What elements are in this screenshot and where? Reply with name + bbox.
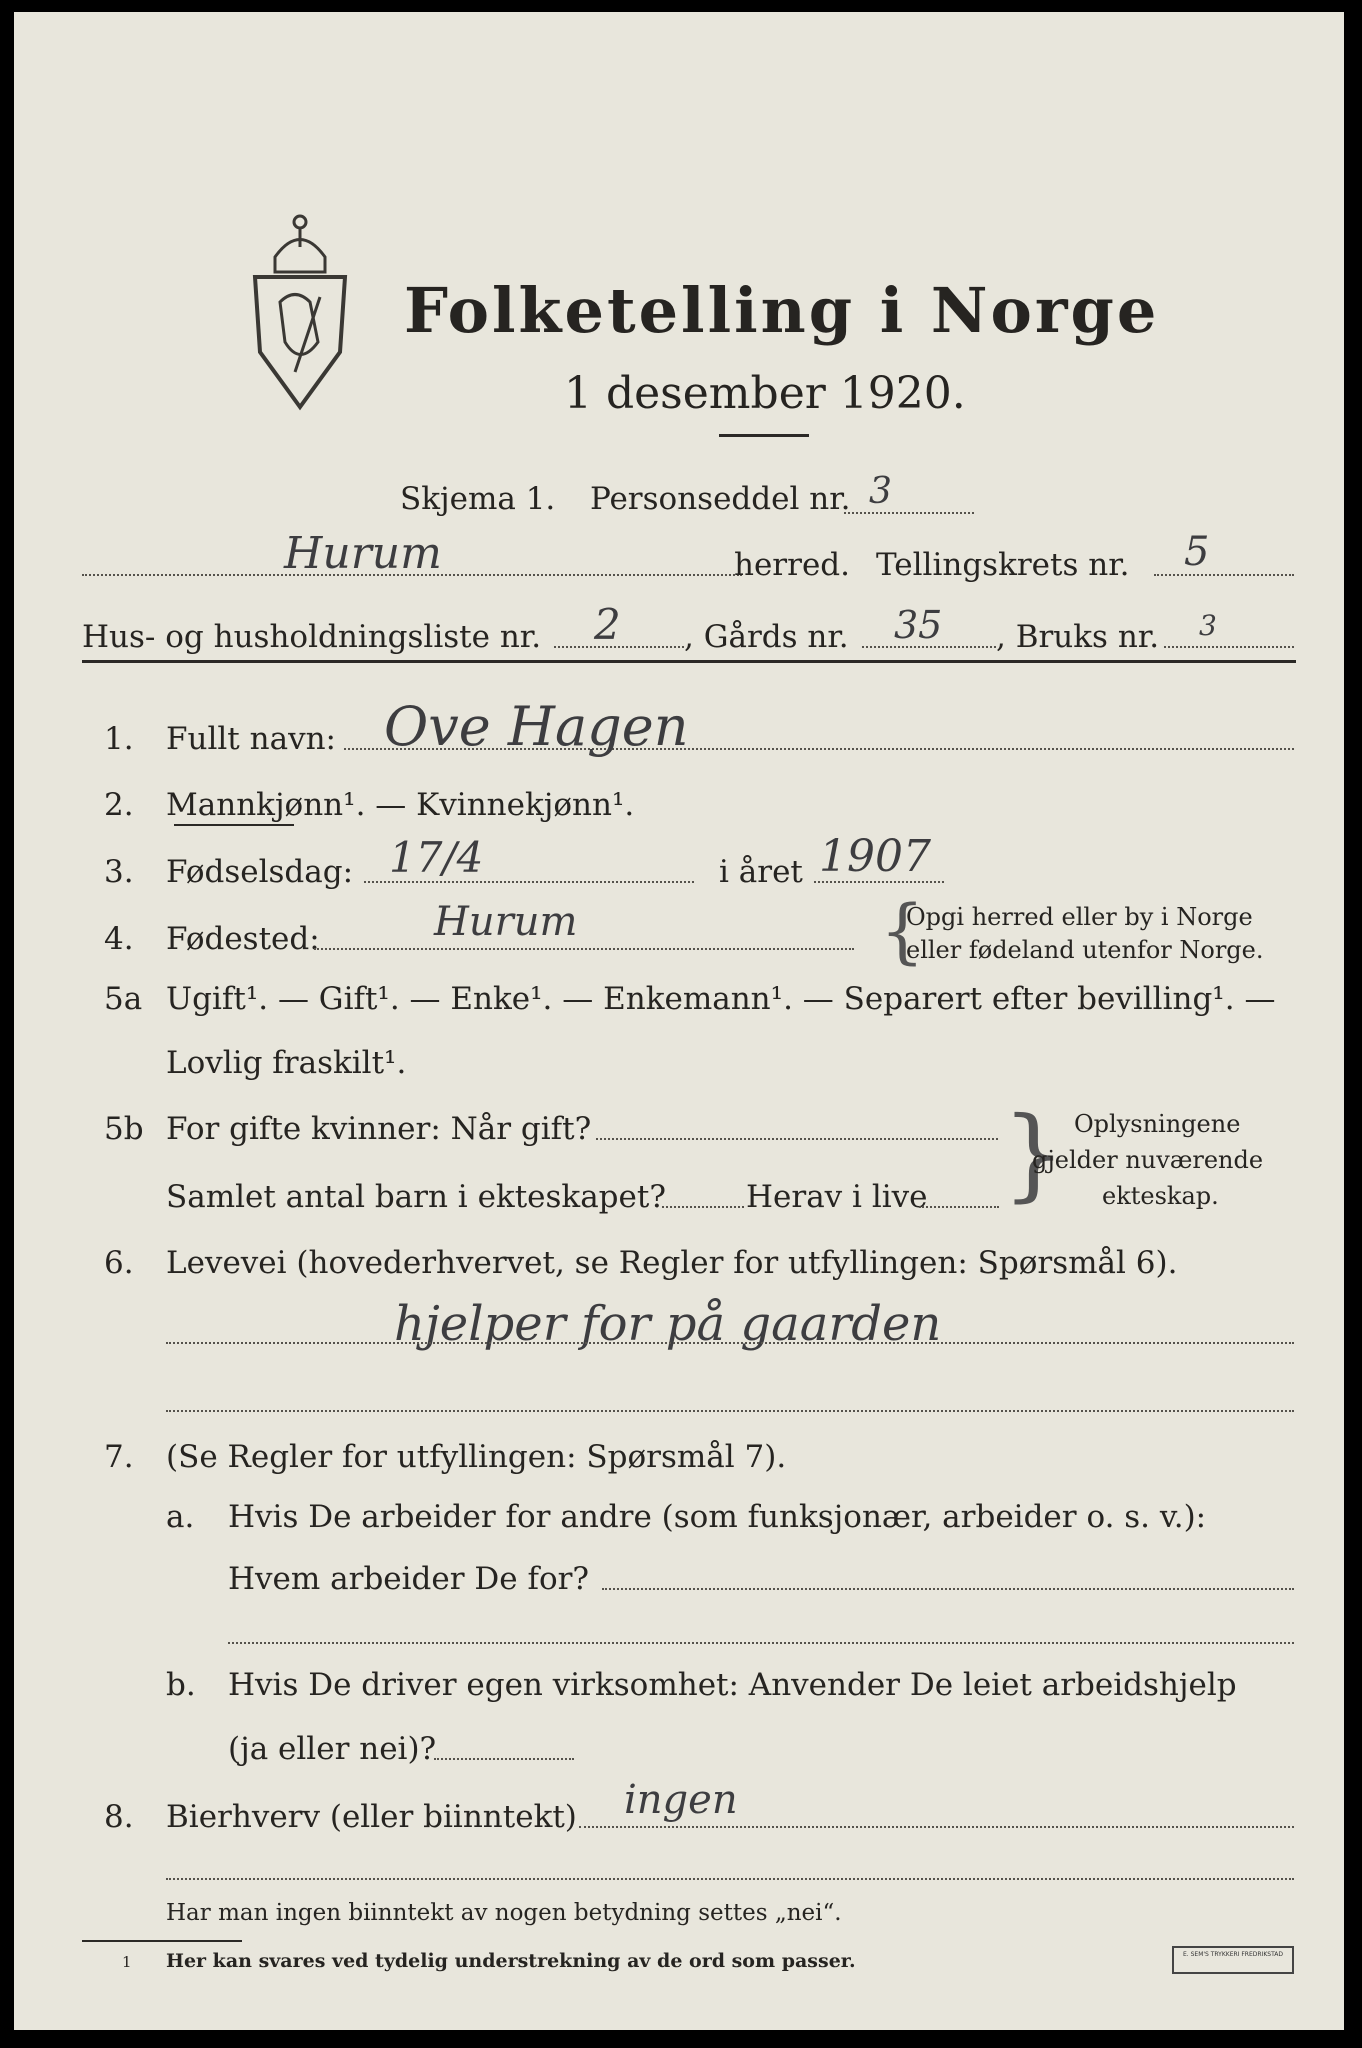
q7-label: (Se Regler for utfyllingen: Spørsmål 7).: [166, 1439, 787, 1475]
q5b-married-label: For gifte kvinner: Når gift?: [166, 1111, 592, 1147]
q4-line: [314, 948, 854, 950]
title-divider: [719, 434, 809, 437]
header-divider: [82, 660, 1296, 663]
q4-number: 4.: [104, 921, 134, 957]
q7a-number: a.: [166, 1499, 195, 1535]
printer-stamp-text: E. SEM'S TRYKKERI FREDRIKSTAD: [1182, 1951, 1283, 1958]
q7a-label: Hvis De arbeider for andre (som funksjonær, arbeider o. s. v.):: [228, 1499, 1207, 1535]
gards-label: , Gårds nr.: [684, 619, 849, 655]
bruks-value: 3: [1199, 609, 1217, 642]
tellingskrets-label: Tellingskrets nr.: [876, 547, 1130, 583]
footnote-mark: 1: [122, 1953, 132, 1971]
q7b-number: b.: [166, 1667, 196, 1703]
q5a-marital-options-line2: Lovlig fraskilt¹.: [166, 1045, 407, 1081]
q5b-children-label: Samlet antal barn i ekteskapet?: [166, 1179, 666, 1215]
q4-note-line1: Opgi herred eller by i Norge: [906, 903, 1253, 931]
q8-line: [579, 1826, 1294, 1828]
q8-note: Har man ingen biinntekt av nogen betydning settes „nei“.: [166, 1900, 842, 1926]
q5b-children-line: [662, 1206, 744, 1208]
q8-side-income-value: ingen: [624, 1777, 738, 1823]
q6-line2: [166, 1410, 1294, 1412]
q7b-answer-line: [434, 1758, 574, 1760]
q7b-label-line2: (ja eller nei)?: [228, 1731, 437, 1767]
hus-label: Hus- og husholdningsliste nr.: [82, 619, 542, 655]
personseddel-label: Personseddel nr.: [590, 481, 851, 517]
personseddel-line: [844, 512, 974, 514]
herred-label: herred.: [734, 547, 850, 583]
q6-label: Levevei (hovederhvervet, se Regler for utfyllingen: Spørsmål 6).: [166, 1245, 1178, 1281]
q1-full-name-value: Ove Hagen: [384, 695, 689, 758]
q1-number: 1.: [104, 721, 134, 757]
tellingskrets-line: [1154, 574, 1294, 576]
q3-year-value: 1907: [819, 831, 931, 882]
q5b-note-line2: gjelder nuværende: [1032, 1146, 1264, 1174]
q7a-employer-line: [602, 1588, 1294, 1590]
q7a-employer-label: Hvem arbeider De for?: [228, 1561, 590, 1597]
tellingskrets-value: 5: [1184, 529, 1210, 575]
q4-birthplace-value: Hurum: [434, 899, 578, 945]
q6-occupation-value: hjelper for på gaarden: [394, 1296, 942, 1352]
hus-value: 2: [594, 600, 621, 649]
q8-number: 8.: [104, 1799, 134, 1835]
q3-birthday-value: 17/4: [389, 833, 484, 882]
q5a-marital-options: Ugift¹. — Gift¹. — Enke¹. — Enkemann¹. — Separert efter bevilling¹. —: [166, 981, 1276, 1017]
q1-label: Fullt navn:: [166, 721, 336, 757]
footnote-divider: [82, 1940, 242, 1942]
gards-value: 35: [894, 603, 943, 647]
herred-value: Hurum: [284, 528, 442, 579]
q7-number: 7.: [104, 1439, 134, 1475]
q3-number: 3.: [104, 854, 134, 890]
q4-label: Fødested:: [166, 921, 320, 957]
form-title: Folketelling i Norge: [404, 274, 1160, 347]
q6-number: 6.: [104, 1245, 134, 1281]
form-date: 1 desember 1920.: [564, 368, 966, 419]
q3-label: Fødselsdag:: [166, 854, 354, 890]
bruks-label: , Bruks nr.: [996, 619, 1160, 655]
q2-number: 2.: [104, 787, 134, 823]
q5b-alive-line: [919, 1206, 999, 1208]
q5b-married-line: [596, 1138, 998, 1140]
q5b-brace: }: [1002, 1095, 1066, 1212]
bruks-line: [1164, 646, 1294, 648]
q3-year-label: i året: [719, 854, 803, 890]
personseddel-value: 3: [869, 471, 892, 512]
q4-brace: {: [880, 890, 925, 972]
q5b-alive-label: Herav i live: [746, 1179, 928, 1215]
norway-coat-of-arms-icon: [240, 202, 360, 412]
census-form-page: [14, 12, 1344, 2030]
q6-line1: [166, 1342, 1294, 1344]
q5a-number: 5a: [104, 981, 143, 1017]
q2-gender-options: Mannkjønn¹. — Kvinnekjønn¹.: [166, 787, 635, 823]
q5b-note-line1: Oplysningene: [1074, 1110, 1241, 1138]
q5b-note-line3: ekteskap.: [1102, 1182, 1219, 1210]
q7b-label: Hvis De driver egen virksomhet: Anvender De leiet arbeidshjelp: [228, 1667, 1237, 1703]
skjema-label: Skjema 1.: [400, 481, 556, 517]
q5b-number: 5b: [104, 1111, 144, 1147]
q2-mannkjonn-underline: [174, 824, 294, 826]
printer-stamp: [1172, 1946, 1294, 1974]
q4-note-line2: eller fødeland utenfor Norge.: [906, 936, 1264, 964]
q7a-employer-line2: [228, 1642, 1294, 1644]
q8-line2: [166, 1878, 1294, 1880]
footnote-text: Her kan svares ved tydelig understrekning av de ord som passer.: [166, 1950, 856, 1972]
q8-label: Bierhverv (eller biinntekt): [166, 1799, 577, 1835]
